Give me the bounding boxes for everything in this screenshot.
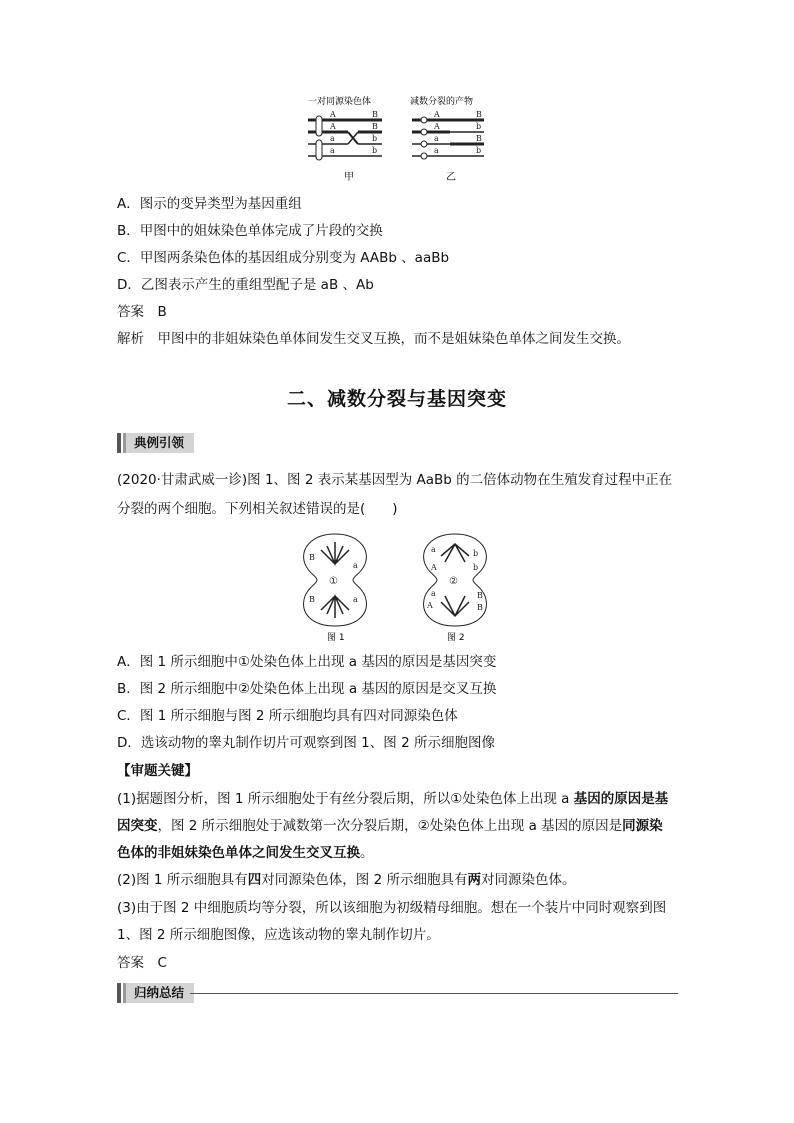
crossover-figure <box>300 92 500 188</box>
fig2-gene: a <box>431 589 436 598</box>
tag-example-label: 典例引领 <box>126 433 194 453</box>
fig-left-title: 一对同源染色体 <box>308 97 372 107</box>
tag-example <box>117 433 194 453</box>
gene-label: B <box>372 110 378 119</box>
gene-label: B <box>476 110 482 119</box>
fig1-gene: a <box>353 595 358 604</box>
gene-label: b <box>476 122 482 131</box>
fig2-gene: b <box>473 549 479 558</box>
key-paragraph-1-line2: 因突变，图 2 所示细胞处于减数第一次分裂后期，②处染色体上出现 a 基因的原因是同源染 <box>117 818 663 834</box>
fig1-gene: B <box>309 595 315 604</box>
fig2-marker: ② <box>449 576 458 587</box>
gene-label: a <box>330 146 335 155</box>
key-paragraph-1-line1: (1)据题图分析，图 1 所示细胞处于有丝分裂后期，所以①处染色体上出现 a 基因的原因是基 <box>117 791 669 807</box>
fig2-gene: b <box>473 563 479 572</box>
fig1-marker: ① <box>329 576 338 587</box>
gene-label: b <box>476 146 482 155</box>
key-paragraph-3-line2: 1、图 2 所示细胞图像，应选该动物的睾丸制作切片。 <box>117 927 440 943</box>
fig1-gene: a <box>353 561 358 570</box>
key-paragraph-2: (2)图 1 所示细胞具有四对同源染色体，图 2 所示细胞具有两对同源染色体。 <box>117 872 576 888</box>
gene-label: a <box>330 134 335 143</box>
fig-right-label: 乙 <box>446 172 456 183</box>
gene-label: A <box>434 122 440 131</box>
fig-right-title: 减数分裂的产物 <box>410 97 474 107</box>
q2-stem-line1: (2020·甘肃武威一诊)图 1、图 2 表示某基因型为 AaBb 的二倍体动物在生殖发育过程中正在 <box>117 472 673 488</box>
section-title: 二、减数分裂与基因突变 <box>286 388 507 410</box>
key-paragraph-1-line3: 色体的非姐妹染色单体之间发生交叉互换。 <box>117 845 374 861</box>
fig2-gene: B <box>477 603 483 612</box>
q1-option-a: A．图示的变异类型为基因重组 <box>117 196 302 212</box>
gene-label: a <box>434 146 439 155</box>
fig-left-label: 甲 <box>344 172 354 183</box>
q2-option-c: C．图 1 所示细胞与图 2 所示细胞均具有四对同源染色体 <box>117 708 458 724</box>
gene-label: A <box>330 110 336 119</box>
fig1-gene: B <box>309 553 315 562</box>
gene-label: A <box>330 122 336 131</box>
fig2-gene: A <box>431 563 437 572</box>
fig2-gene: a <box>431 545 436 554</box>
q1-option-d: D．乙图表示产生的重组型配子是 aB 、Ab <box>117 277 374 293</box>
gene-label: B <box>372 122 378 131</box>
fig2-gene: A <box>427 601 433 610</box>
gene-label: B <box>476 134 482 143</box>
q2-stem-line2: 分裂的两个细胞。下列相关叙述错误的是( ) <box>117 501 398 517</box>
right-chromosomes <box>412 117 484 159</box>
q2-option-b: B．图 2 所示细胞中②处染色体上出现 a 基因的原因是交叉互换 <box>117 681 497 697</box>
key-paragraph-3-line1: (3)由于图 2 中细胞质均等分裂，所以该细胞为初级精母细胞。想在一个装片中同时观察到图 <box>117 900 667 916</box>
fig2-label: 图 2 <box>447 633 465 642</box>
left-chromosomes <box>308 116 382 160</box>
fig1-label: 图 1 <box>327 633 345 642</box>
gene-label: A <box>434 110 440 119</box>
q2-answer: 答案 C <box>117 955 167 971</box>
cell-division-figure <box>295 530 500 642</box>
tag-summary-label: 归纳总结 <box>126 983 194 1003</box>
q1-analysis: 解析 甲图中的非姐妹染色单体间发生交叉互换，而不是姐妹染色单体之间发生交换。 <box>117 331 630 347</box>
gene-label: a <box>434 134 439 143</box>
q1-answer: 答案 B <box>117 304 167 320</box>
q2-option-a: A．图 1 所示细胞中①处染色体上出现 a 基因的原因是基因突变 <box>117 654 497 670</box>
key-title: 【审题关键】 <box>117 763 198 779</box>
q1-option-c: C．甲图两条染色体的基因组成分别变为 AABb 、aaBb <box>117 250 450 266</box>
section-divider <box>190 993 678 994</box>
gene-label: b <box>372 146 378 155</box>
gene-label: b <box>372 134 378 143</box>
q1-option-b: B．甲图中的姐妹染色单体完成了片段的交换 <box>117 223 383 239</box>
fig2-gene: B <box>477 591 483 600</box>
tag-summary <box>117 983 194 1003</box>
q2-option-d: D．选该动物的睾丸制作切片可观察到图 1、图 2 所示细胞图像 <box>117 735 495 751</box>
